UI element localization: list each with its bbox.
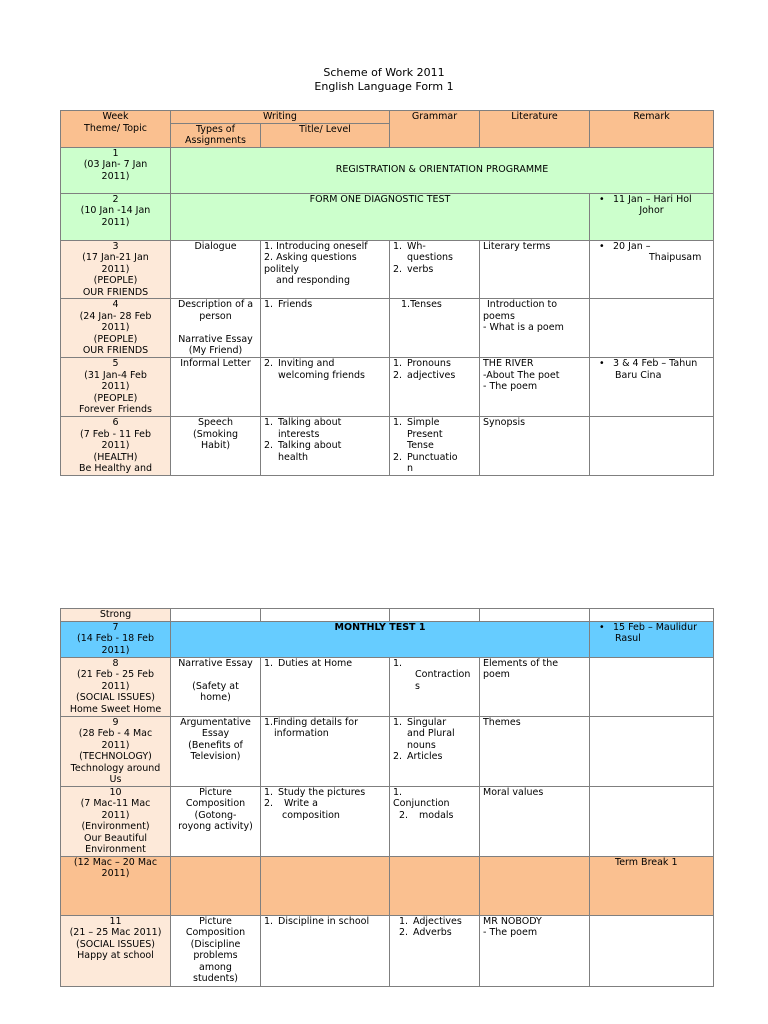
week-1-row — [61, 147, 714, 193]
literature-cell: MR NOBODY - The poem — [480, 915, 590, 986]
week-2-row — [61, 193, 714, 240]
remark-cell: • 3 & 4 Feb – Tahun Baru Cina — [590, 358, 714, 417]
title-level-cell: 2. Inviting and welcoming friends — [261, 358, 390, 417]
title-level-cell: 1. Study the pictures 2. Write a composition — [261, 786, 390, 856]
week-cell: 11 (21 – 25 Mac 2011) (SOCIAL ISSUES) Happy at school — [61, 915, 171, 986]
remark-cell: • 15 Feb – Maulidur Rasul — [590, 621, 714, 657]
title-level-cell: 1. Duties at Home — [261, 657, 390, 716]
literature-cell: THE RIVER -About The poet - The poem — [480, 358, 590, 417]
week-3-row — [61, 240, 714, 299]
assignment-type-cell: Narrative Essay (Safety at home) — [171, 657, 261, 716]
week-cell: 6 (7 Feb - 11 Feb 2011) (HEALTH) Be Healthy and — [61, 417, 171, 476]
grammar-cell: 1. Conjunction 2. modals — [390, 786, 480, 856]
title-level-cell: 1. Talking about interests 2. Talking about health — [261, 417, 390, 476]
week-8-row — [61, 657, 714, 716]
remark-cell: • 20 Jan – Thaipusam — [590, 240, 714, 299]
header-row — [61, 111, 714, 124]
week-9-row — [61, 716, 714, 786]
document-subtitle: English Language Form 1 — [314, 80, 454, 93]
assignment-type-cell: Picture Composition (Gotong- royong activity) — [171, 786, 261, 856]
monthly-test-banner: MONTHLY TEST 1 — [171, 621, 590, 657]
literature-cell: Introduction to poems - What is a poem — [480, 299, 590, 358]
assignment-type-cell: Speech (Smoking Habit) — [171, 417, 261, 476]
assignment-type-cell: Informal Letter — [171, 358, 261, 417]
week-cell: 2 (10 Jan -14 Jan 2011) — [61, 193, 171, 240]
header-remark: Remark — [590, 111, 714, 148]
grammar-cell: 1.Tenses — [390, 299, 480, 358]
literature-cell: Synopsis — [480, 417, 590, 476]
remark-cell — [590, 417, 714, 476]
week-5-row — [61, 358, 714, 417]
week-7-row — [61, 621, 714, 657]
week-11-row — [61, 915, 714, 986]
scheme-table-part-1 — [60, 110, 714, 476]
title-level-cell: 1. Discipline in school — [261, 915, 390, 986]
grammar-cell: 1. Adjectives 2. Adverbs — [390, 915, 480, 986]
remark-cell: Term Break 1 — [590, 856, 714, 915]
remark-cell — [590, 716, 714, 786]
week-cell: (12 Mac – 20 Mac 2011) — [61, 856, 171, 915]
title-level-cell: 1.Finding details for information — [261, 716, 390, 786]
title-level-cell: 1. Friends — [261, 299, 390, 358]
remark-cell — [590, 786, 714, 856]
remark-cell: • 11 Jan – Hari Hol Johor — [590, 193, 714, 240]
week-cell: 8 (21 Feb - 25 Feb 2011) (SOCIAL ISSUES) Home Sweet Home — [61, 657, 171, 716]
title-level-cell: 1. Introducing oneself 2. Asking questions politely and responding — [261, 240, 390, 299]
week-cell: 9 (28 Feb - 4 Mac 2011) (TECHNOLOGY) Technology around Us — [61, 716, 171, 786]
header-grammar: Grammar — [390, 111, 480, 148]
grammar-cell: 1. Contraction s — [390, 657, 480, 716]
week-cell: Strong — [61, 609, 171, 622]
week-cell: 4 (24 Jan- 28 Feb 2011) (PEOPLE) OUR FRIENDS — [61, 299, 171, 358]
assignment-type-cell: Picture Composition (Discipline problems among students) — [171, 915, 261, 986]
term-break-row — [61, 856, 714, 915]
assignment-type-cell: Description of a person Narrative Essay (My Friend) — [171, 299, 261, 358]
literature-cell: Literary terms — [480, 240, 590, 299]
week-cell: 10 (7 Mac-11 Mac 2011) (Environment) Our Beautiful Environment — [61, 786, 171, 856]
literature-cell: Elements of the poem — [480, 657, 590, 716]
diagnostic-test-banner: FORM ONE DIAGNOSTIC TEST — [171, 193, 590, 240]
week-6-row — [61, 417, 714, 476]
week-10-row — [61, 786, 714, 856]
assignment-type-cell: Argumentative Essay (Benefits of Television) — [171, 716, 261, 786]
week-4-row — [61, 299, 714, 358]
grammar-cell: 1. Pronouns 2. adjectives — [390, 358, 480, 417]
week-cell: 5 (31 Jan-4 Feb 2011) (PEOPLE) Forever Friends — [61, 358, 171, 417]
header-types: Types of Assignments — [171, 123, 261, 147]
grammar-cell: 1. Simple Present Tense 2. Punctuatio n — [390, 417, 480, 476]
remark-cell — [590, 915, 714, 986]
week-cell: 1 (03 Jan- 7 Jan 2011) — [61, 147, 171, 193]
document-title: Scheme of Work 2011 — [323, 66, 445, 79]
registration-banner: REGISTRATION & ORIENTATION PROGRAMME — [171, 147, 714, 193]
header-writing: Writing — [171, 111, 390, 124]
week-6-continuation-row — [61, 609, 714, 622]
grammar-cell: 1. Wh- questions 2. verbs — [390, 240, 480, 299]
header-literature: Literature — [480, 111, 590, 148]
scheme-table-part-2 — [60, 608, 714, 987]
remark-cell — [590, 299, 714, 358]
literature-cell: Moral values — [480, 786, 590, 856]
grammar-cell: 1. Singular and Plural nouns 2. Articles — [390, 716, 480, 786]
assignment-type-cell: Dialogue — [171, 240, 261, 299]
remark-cell — [590, 657, 714, 716]
literature-cell: Themes — [480, 716, 590, 786]
week-cell: 3 (17 Jan-21 Jan 2011) (PEOPLE) OUR FRIENDS — [61, 240, 171, 299]
header-title-level: Title/ Level — [261, 123, 390, 147]
header-week: Week Theme/ Topic — [61, 111, 171, 148]
week-cell: 7 (14 Feb - 18 Feb 2011) — [61, 621, 171, 657]
